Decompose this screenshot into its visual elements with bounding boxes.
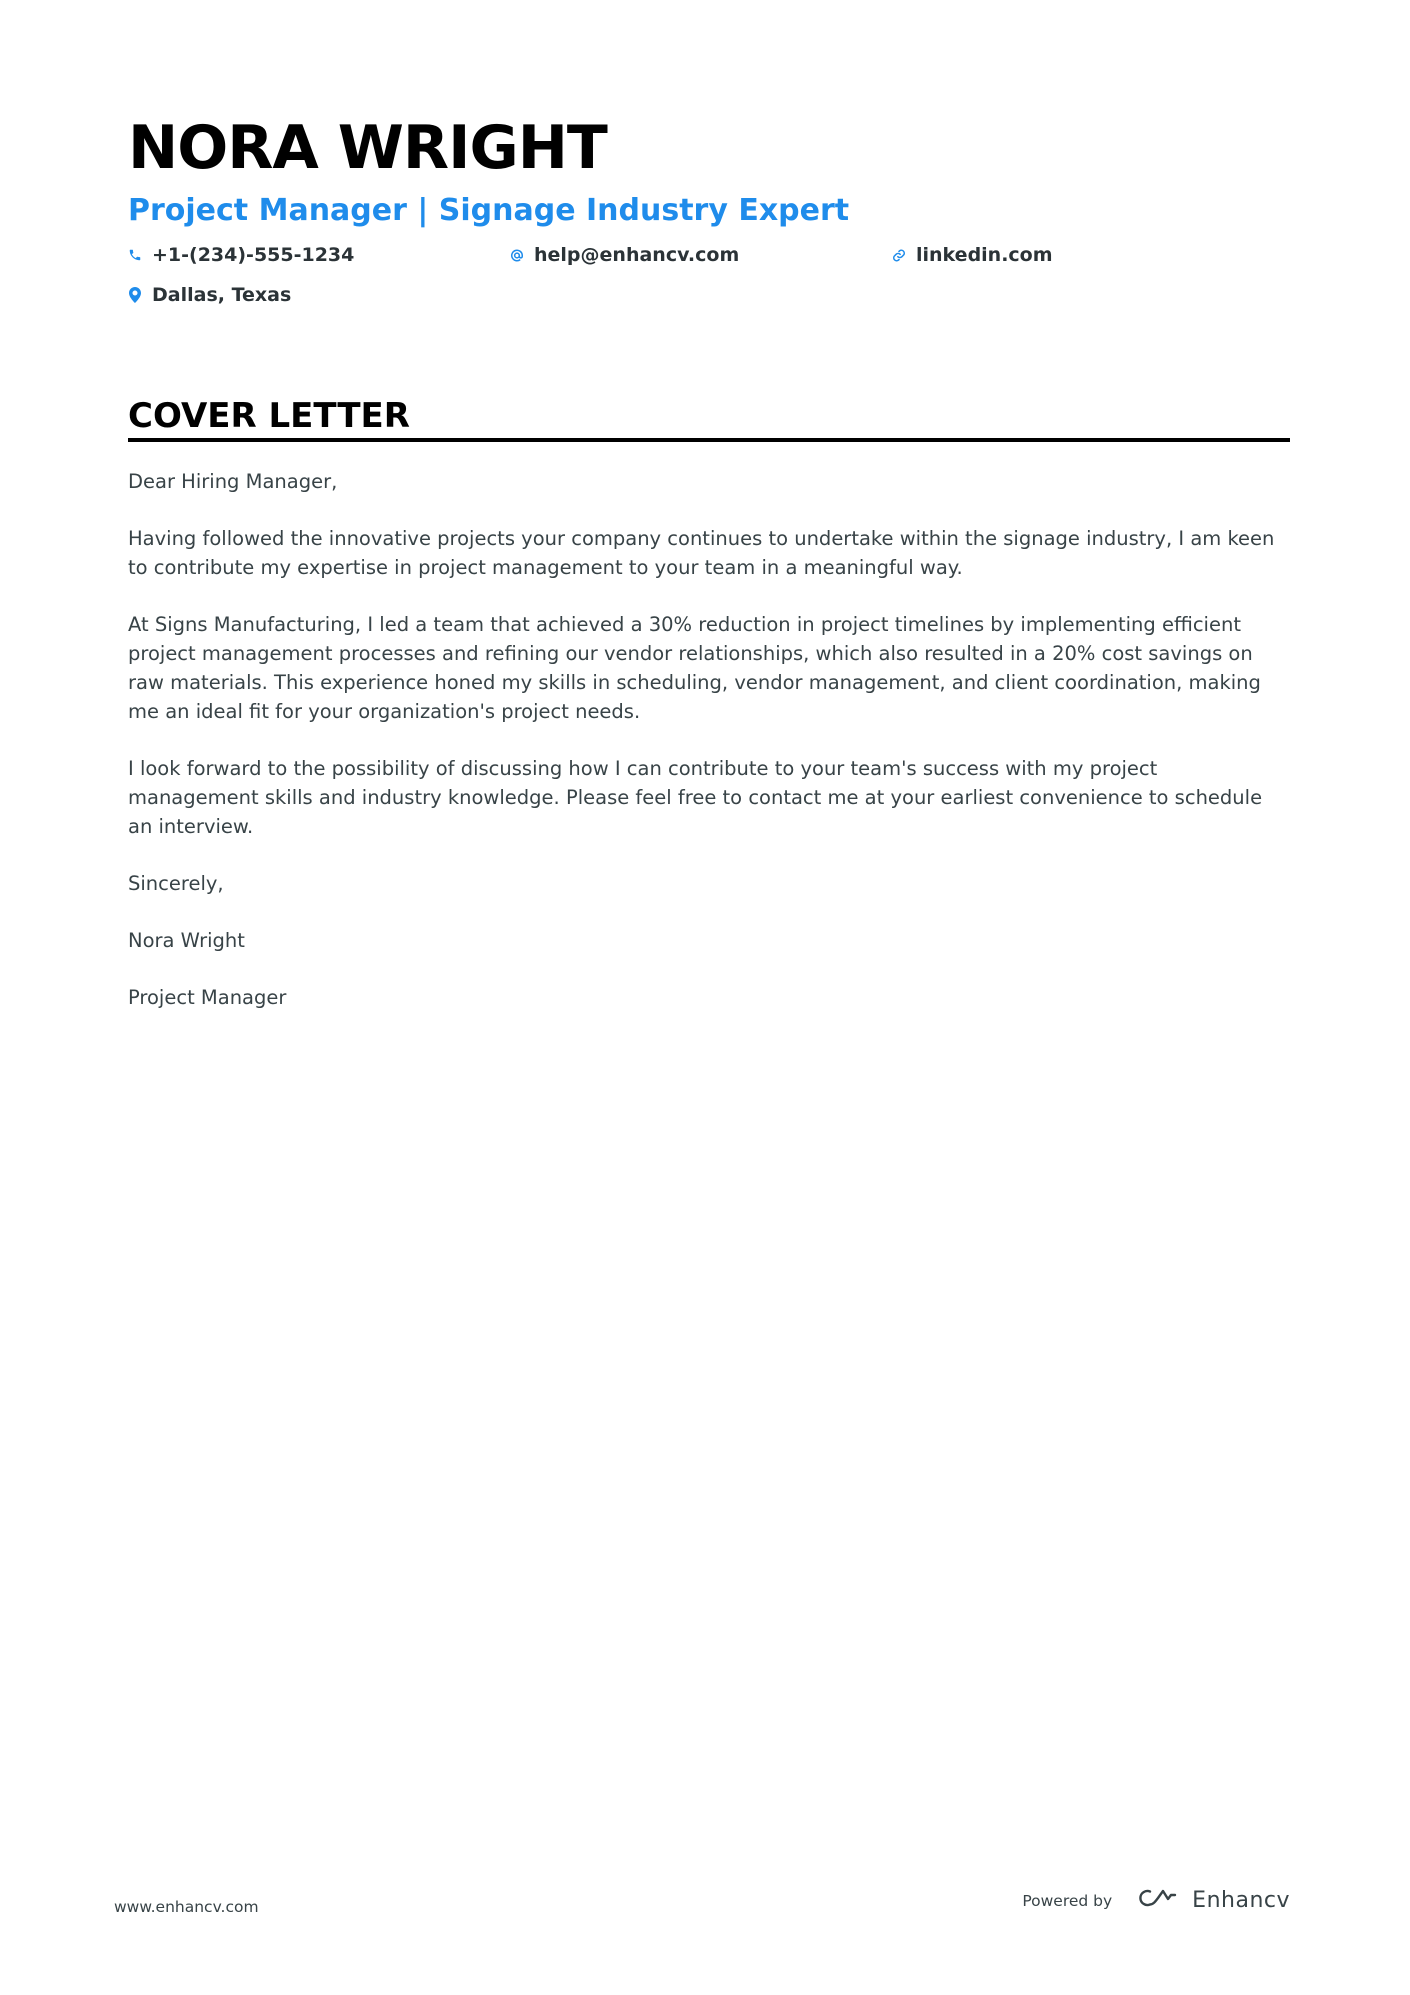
at-icon (510, 246, 524, 264)
linkedin-link[interactable]: linkedin.com (916, 244, 1053, 266)
footer-branding (1022, 1886, 1290, 1915)
signature-title: Project Manager (128, 986, 287, 1009)
brand-name: Enhancv (1192, 1888, 1290, 1913)
location-text: Dallas, Texas (152, 284, 292, 306)
phone-text: +1-(234)-555-1234 (152, 244, 355, 266)
brand-logo[interactable] (1136, 1886, 1290, 1915)
letter-closing: Sincerely, (128, 872, 224, 895)
signature-name: Nora Wright (128, 929, 245, 952)
letter-body (128, 467, 1290, 1040)
candidate-title: Project Manager | Signage Industry Expert (128, 193, 850, 228)
letter-paragraph: At Signs Manufacturing, I led a team that achieved a 30% reduction in project timelines by implementing efficient project management processes and refining our vendor relationships, which also resulted in a 20% cost savings on raw materials. This experience honed my skills in scheduling, vendor management, and client coordination, making me an ideal fit for your organization's project needs. (128, 613, 1261, 723)
link-icon (892, 246, 906, 264)
contact-location (128, 282, 291, 308)
footer-website[interactable]: www.enhancv.com (114, 1898, 259, 1916)
location-pin-icon (128, 286, 142, 304)
letter-greeting: Dear Hiring Manager, (128, 470, 338, 493)
candidate-name: NORA WRIGHT (128, 113, 607, 183)
email-link[interactable]: help@enhancv.com (534, 244, 740, 266)
section-title: COVER LETTER (128, 396, 410, 436)
powered-by-label: Powered by (1022, 1891, 1113, 1910)
enhancv-logo-icon (1136, 1886, 1182, 1915)
section-divider (128, 438, 1290, 442)
contact-phone (128, 242, 354, 268)
contact-email (510, 242, 739, 268)
phone-icon (128, 246, 142, 264)
contact-link (892, 242, 1053, 268)
letter-paragraph: I look forward to the possibility of discussing how I can contribute to your team's success with my project management skills and industry knowledge. Please feel free to contact me at your earliest convenience to schedule an interview. (128, 757, 1263, 838)
letter-paragraph: Having followed the innovative projects your company continues to undertake within the signage industry, I am keen to contribute my expertise in project management to your team in a meaningful way. (128, 527, 1275, 579)
